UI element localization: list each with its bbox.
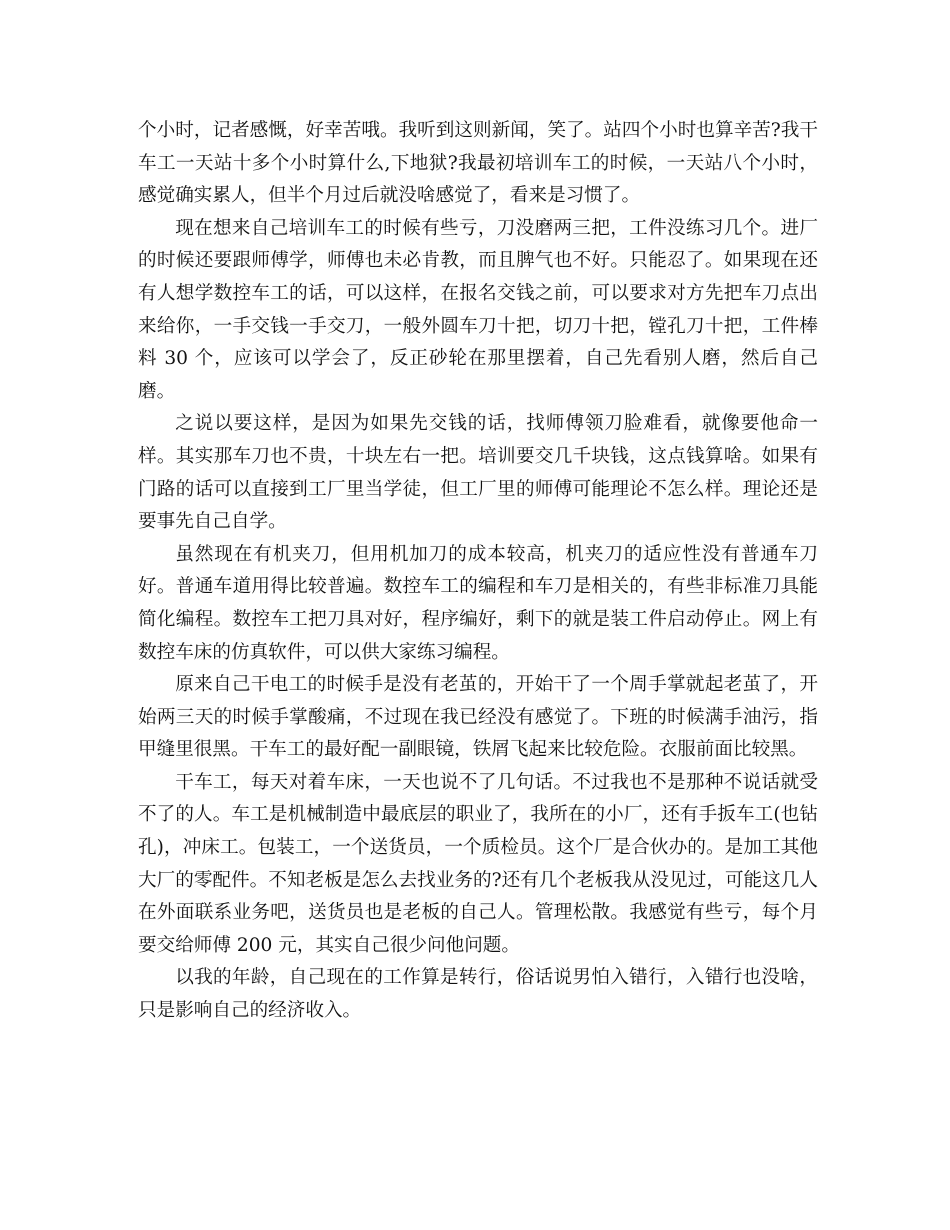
paragraph-2: 现在想来自己培训车工的时候有些亏，刀没磨两三把，工件没练习几个。进厂的时候还要跟师傅学，师傅也未必肯教，而且脾气也不好。只能忍了。如果现在还有人想学数控车工的话，可以这样，在报名交钱之前，可以要求对方先把车刀点出来给你，一手交钱一手交刀，一般外圆车刀十把，切刀十把，镗孔刀十把，工件棒料 30 个，应该可以学会了，反正砂轮在那里摆着，自己先看别人磨，然后自己磨。 xyxy=(138,217,818,402)
paragraph-3: 之说以要这样，是因为如果先交钱的话，找师傅领刀脸难看，就像要他命一样。其实那车刀也不贵，十块左右一把。培训要交几千块钱，这点钱算啥。如果有门路的话可以直接到工厂里当学徒，但工厂里的师傅可能理论不怎么样。理论还是要事先自己自学。 xyxy=(138,413,818,533)
paragraph-6: 干车工，每天对着车床，一天也说不了几句话。不过我也不是那种不说话就受不了的人。车工是机械制造中最底层的职业了，我所在的小厂，还有手扳车工(也钻孔)，冲床工。包装工，一个送货员，一个质检员。这个厂是合伙办的。是加工其他大厂的零配件。不知老板是怎么去找业务的?还有几个老板我从没见过，可能这几人在外面联系业务吧，送货员也是老板的自己人。管理松散。我感觉有些亏，每个月要交给师傅 200 元，其实自己很少问他问题。 xyxy=(138,771,818,956)
paragraph-5: 原来自己干电工的时候手是没有老茧的，开始干了一个周手掌就起老茧了，开始两三天的时候手掌酸痛，不过现在我已经没有感觉了。下班的时候满手油污，指甲缝里很黑。干车工的最好配一副眼镜，铁屑飞起来比较危险。衣服前面比较黑。 xyxy=(138,674,818,761)
paragraph-7: 以我的年龄，自己现在的工作算是转行，俗话说男怕入错行，入错行也没啥，只是影响自己的经济收入。 xyxy=(138,967,818,1022)
paragraph-1: 个小时，记者感慨，好幸苦哦。我听到这则新闻，笑了。站四个小时也算辛苦?我干车工一天站十多个小时算什么,下地狱?我最初培训车工的时候，一天站八个小时，感觉确实累人，但半个月过后就没啥感觉了，看来是习惯了。 xyxy=(138,120,818,207)
paragraph-4: 虽然现在有机夹刀，但用机加刀的成本较高，机夹刀的适应性没有普通车刀好。普通车道用得比较普遍。数控车工的编程和车刀是相关的，有些非标准刀具能简化编程。数控车工把刀具对好，程序编好，剩下的就是装工件启动停止。网上有数控车床的仿真软件，可以供大家练习编程。 xyxy=(138,543,818,663)
document-page xyxy=(138,115,818,1028)
